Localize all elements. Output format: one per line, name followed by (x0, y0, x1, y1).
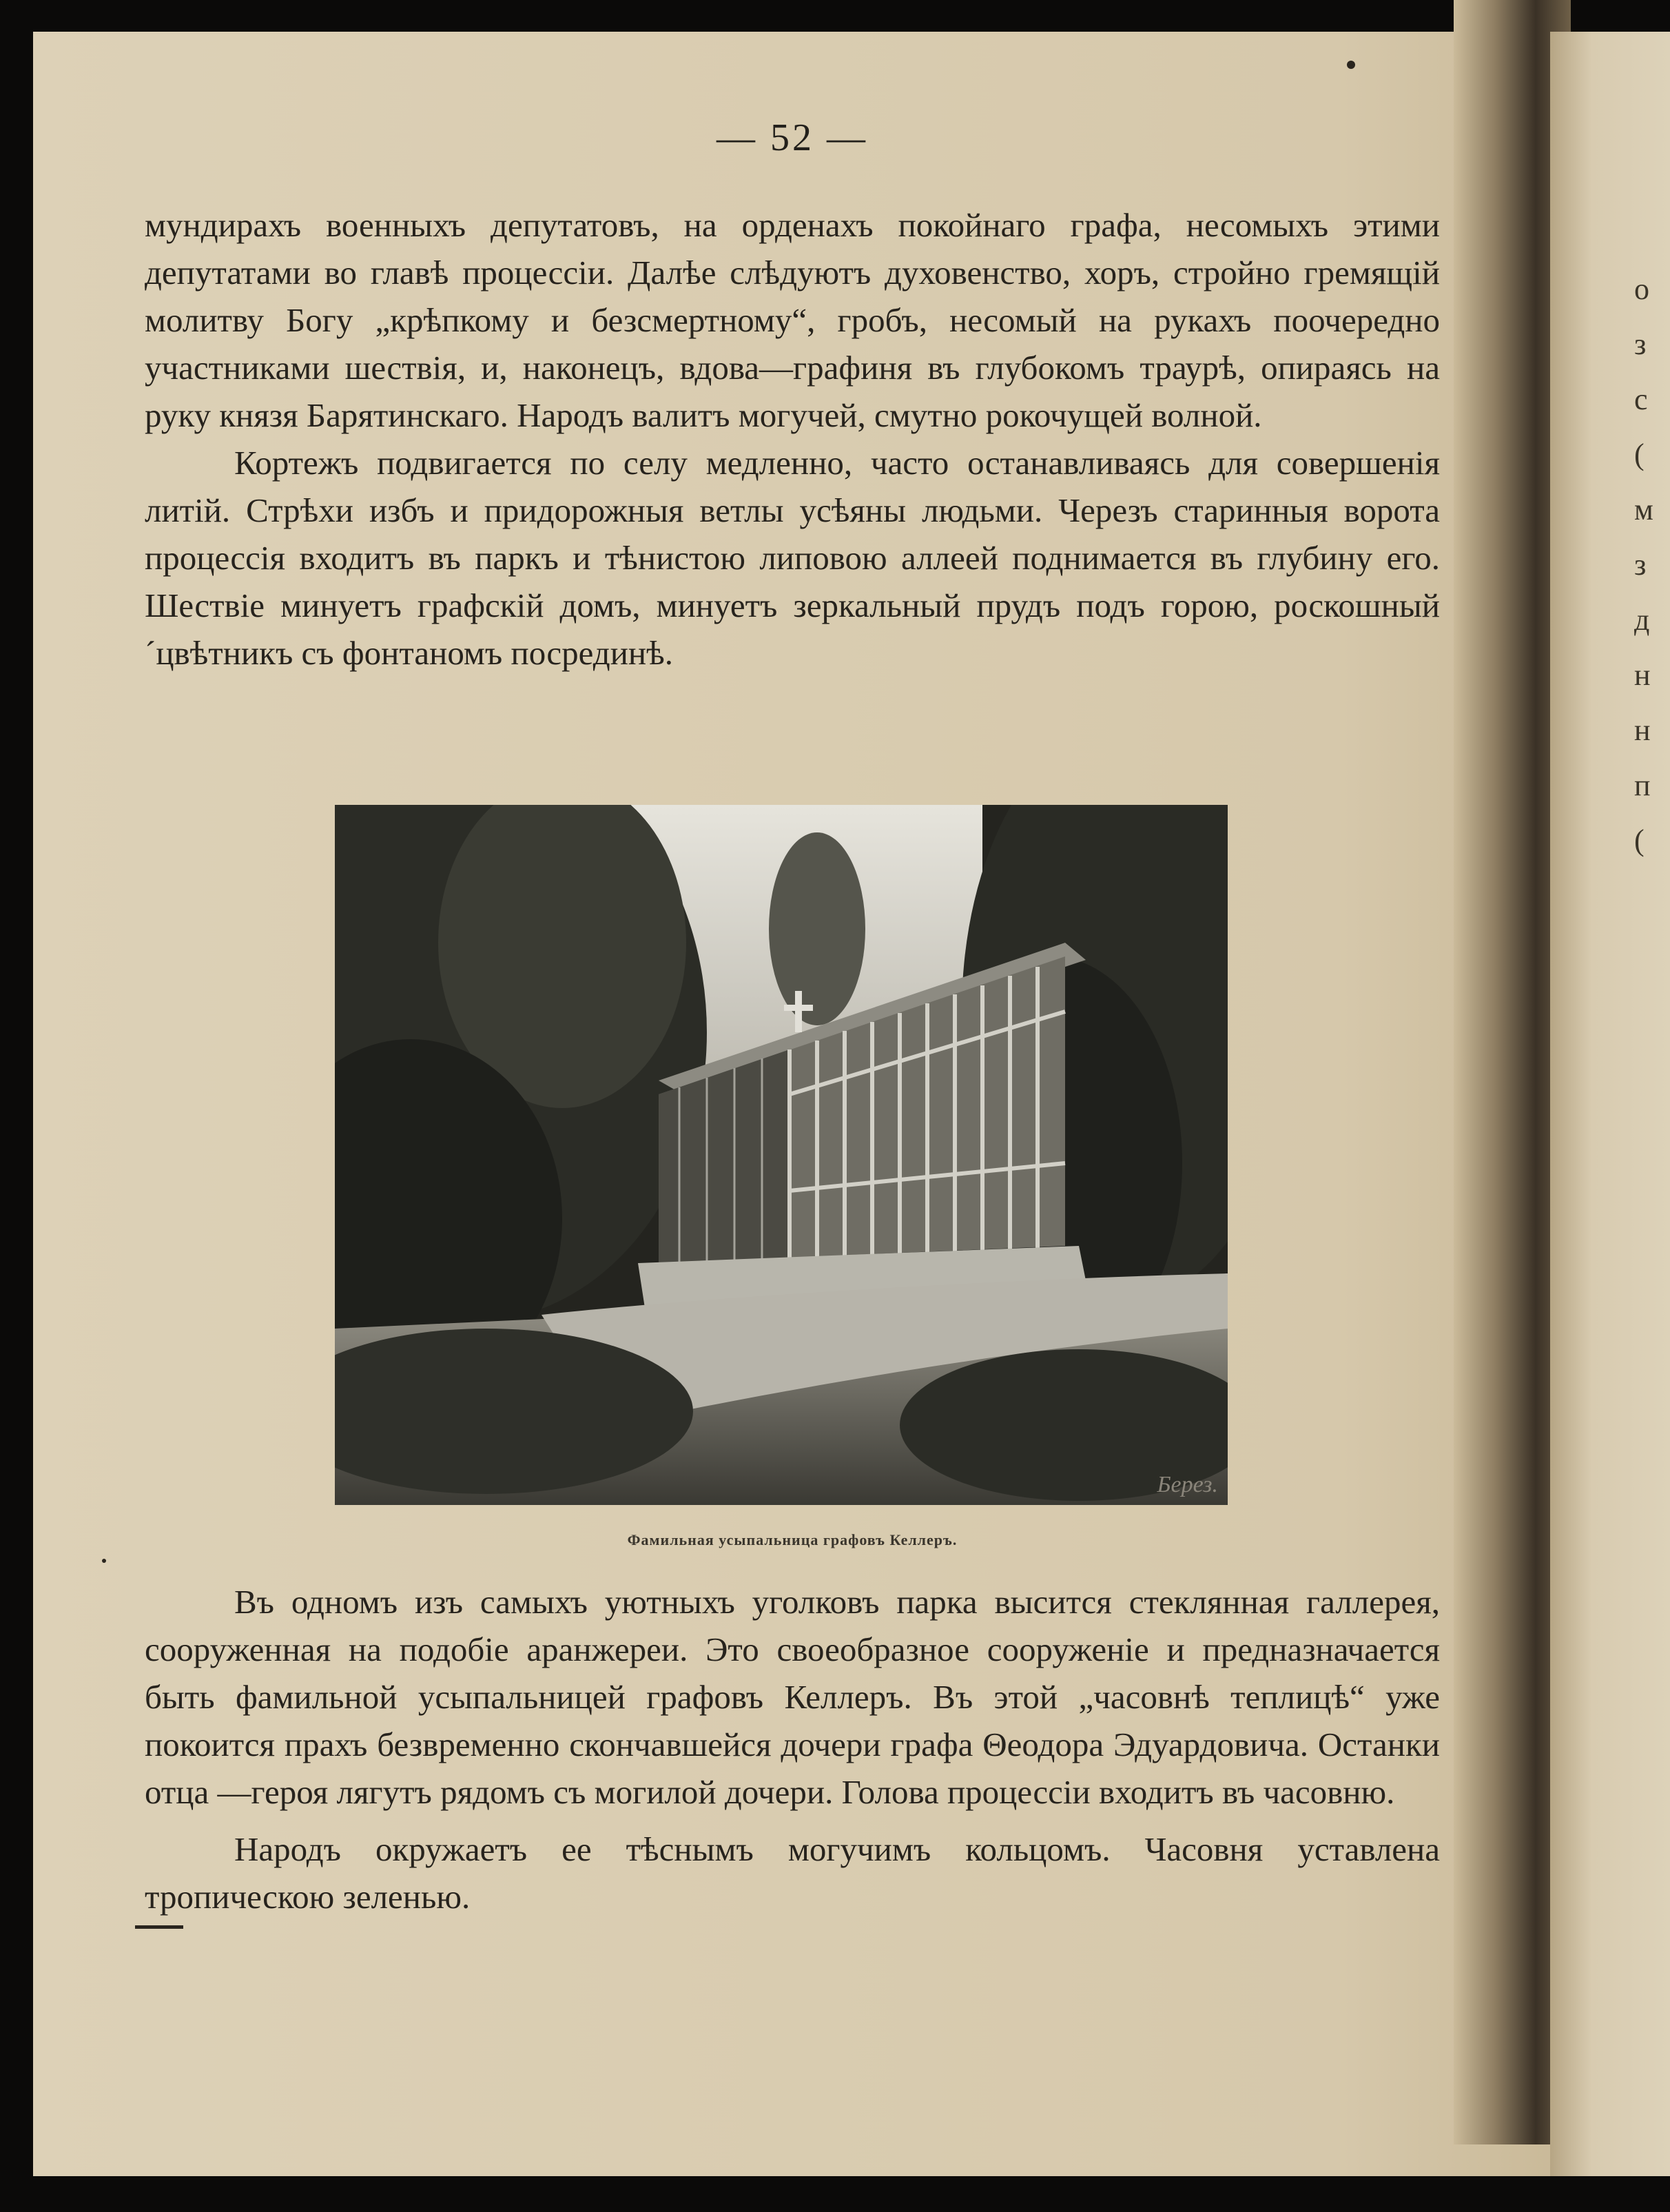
photo-drawing (335, 805, 1228, 1505)
text-block-top (145, 201, 1440, 677)
figure-caption: Фамильная усыпальница графовъ Келлеръ. (627, 1531, 958, 1548)
edge-letter: н (1634, 658, 1651, 692)
edge-letter: с (1634, 382, 1648, 416)
edge-letter: з (1634, 548, 1647, 582)
edge-letter: н (1634, 713, 1651, 747)
edge-letter: з (1634, 327, 1647, 361)
photographer-signature: Берез. (1157, 1472, 1218, 1497)
edge-letter: о (1634, 272, 1649, 306)
paragraph: Въ одномъ изъ самыхъ уютныхъ уголковъ парка высится стеклянная галлерея, сооруженная на подобіе аранжереи. Это своеобразное сооруженіе и предназначается быть фамильной усыпальницей графовъ Келлеръ. Въ этой „часовнѣ теплицѣ“ уже покоится прахъ безвременно скончавшейся дочери графа Θеодора Эдуардовича. Останки отца —героя лягутъ рядомъ съ могилой дочери. Голова процессіи входитъ въ часовню. (145, 1583, 1440, 1811)
edge-letter: д (1634, 603, 1650, 637)
paragraph: мундирахъ военныхъ депутатовъ, на орденахъ покойнаго графа, несомыхъ этими депутатами во главѣ процессіи. Далѣе слѣдуютъ духовенство, хоръ, стройно гремящій молитву Богу „крѣпкому и безсмертному“, гробъ, несомый на рукахъ поочередно участниками шествія, и, наконецъ, вдова—графиня въ глубокомъ траурѣ, опираясь на руку князя Барятинскаго. Народъ валитъ могучей, смутно рокочущей волной. (145, 206, 1440, 434)
page-number: — 52 — (717, 116, 868, 159)
paragraph: Кортежъ подвигается по селу медленно, часто останавливаясь для совершенія литій. Стрѣхи избъ и придорожныя ветлы усѣяны людьми. Черезъ старинныя ворота процессія входитъ въ паркъ и тѣнистою липовою аллеей поднимается въ глубину его. Шествіе минуетъ графскій домъ, минуетъ зеркальный прудъ подъ горою, роскошный ˊцвѣтникъ съ фонтаномъ посрединѣ. (145, 444, 1440, 672)
edge-letter: ( (1634, 823, 1645, 857)
edge-letter: п (1634, 768, 1651, 802)
edge-letter: м (1634, 493, 1653, 526)
right-page-edge-text (1634, 262, 1669, 868)
ink-speck (102, 1559, 106, 1563)
edge-letter: ( (1634, 438, 1645, 471)
crypt-photograph (335, 805, 1228, 1505)
text-block-bottom (145, 1578, 1440, 1921)
margin-dash (135, 1925, 183, 1929)
paragraph: Народъ окружаетъ ее тѣснымъ могучимъ кольцомъ. Часовня уставлена тропическою зеленью. (145, 1830, 1440, 1916)
ink-speck (1347, 61, 1355, 69)
